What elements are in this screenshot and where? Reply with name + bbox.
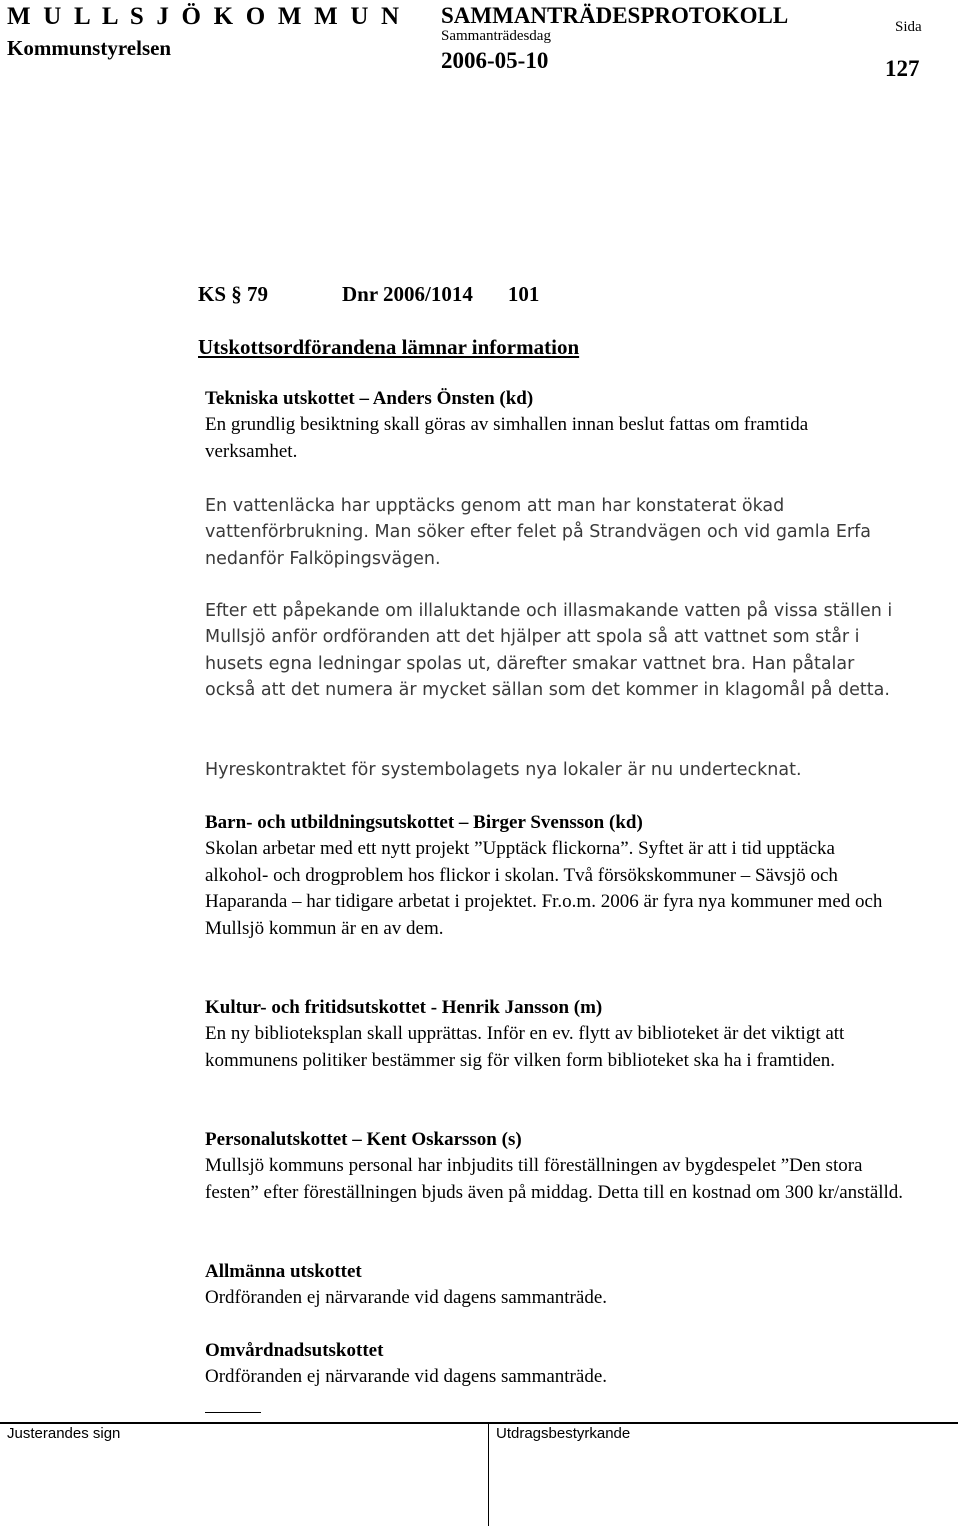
footer-column-divider xyxy=(488,1423,489,1526)
section-tekniska xyxy=(205,386,905,465)
section-heading: Personalutskottet – Kent Oskarsson (s) xyxy=(205,1129,522,1150)
section-heading: Allmänna utskottet xyxy=(205,1261,362,1282)
page-number: 127 xyxy=(885,56,920,81)
paragraph-lease: Hyreskontraktet för systembolagets nya lokaler är nu undertecknat. xyxy=(205,760,802,780)
diary-number: Dnr 2006/1014 xyxy=(342,282,473,306)
page-label: Sida xyxy=(895,19,922,35)
case-code: 101 xyxy=(507,282,540,306)
paragraph: En grundlig besiktning skall göras av simhallen innan beslut fattas om framtida verksamhet. xyxy=(205,414,809,462)
footer-divider xyxy=(0,1422,958,1424)
paragraph: Mullsjö kommuns personal har inbjudits till föreställningen av bygdespelet ”Den stora festen” efter föreställningen bjuds även på middag. Detta till en kostnad om 300 kr/anställd. xyxy=(205,1155,904,1203)
paragraph: En ny biblioteksplan skall upprättas. Inför en ev. flytt av biblioteket är det viktigt att kommunens politiker bestämmer sig för vilken form biblioteket ska ha i framtiden. xyxy=(205,1023,845,1071)
section-allmanna xyxy=(205,1259,905,1312)
paragraph-water-taste: Efter ett påpekande om illaluktande och illasmakande vatten på vissa ställen i Mullsjö anför ordföranden att det hjälper att spola så att vattnet som står i husets egna ledningar spolas ut, därefter smakar vattnet bra. Han påtalar också att det numera är mycket sällan som det kommer in klagomål på detta. xyxy=(205,601,893,701)
section-heading: Omvårdnadsutskottet xyxy=(205,1340,384,1361)
municipality-name: M U L L S J Ö K O M M U N xyxy=(7,3,403,30)
case-title: Utskottsordförandena lämnar information xyxy=(198,335,580,359)
paragraph: Skolan arbetar med ett nytt projekt ”Upptäck flickorna”. Syftet är att i tid upptäcka alkohol- och drogproblem hos flickor i skolan. Två försökskommuner – Sävsjö och Haparanda – har tidigare arbetat i projektet. Fr.o.m. 2006 är fyra nya kommuner med och Mullsjö kommun är en av dem. xyxy=(205,838,883,939)
paragraph: Ordföranden ej närvarande vid dagens sammanträde. xyxy=(205,1287,607,1309)
case-line xyxy=(198,282,539,307)
meeting-date-label: Sammanträdesdag xyxy=(441,28,551,44)
end-marker-line xyxy=(205,1412,261,1413)
section-kultur xyxy=(205,995,895,1074)
protocol-title: SAMMANTRÄDESPROTOKOLL xyxy=(441,3,789,28)
paragraph-water-leak: En vattenläcka har upptäcks genom att man har konstaterat ökad vattenförbrukning. Man söker efter felet på Strandvägen och vid gamla Erfa nedanför Falköpingsvägen. xyxy=(205,496,871,569)
section-heading: Barn- och utbildningsutskottet – Birger Svensson (kd) xyxy=(205,812,643,833)
extract-certification-label: Utdragsbestyrkande xyxy=(496,1425,631,1442)
board-name: Kommunstyrelsen xyxy=(7,36,172,60)
section-omvard xyxy=(205,1338,905,1391)
section-heading: Kultur- och fritidsutskottet - Henrik Jansson (m) xyxy=(205,997,603,1018)
paragraph-number: KS § 79 xyxy=(198,282,269,306)
section-barn xyxy=(205,810,895,942)
paragraph: Ordföranden ej närvarande vid dagens sammanträde. xyxy=(205,1366,607,1388)
section-heading: Tekniska utskottet – Anders Önsten (kd) xyxy=(205,388,534,409)
section-personal xyxy=(205,1127,905,1206)
meeting-date: 2006-05-10 xyxy=(441,48,549,73)
adjuster-sign-label: Justerandes sign xyxy=(7,1425,121,1442)
